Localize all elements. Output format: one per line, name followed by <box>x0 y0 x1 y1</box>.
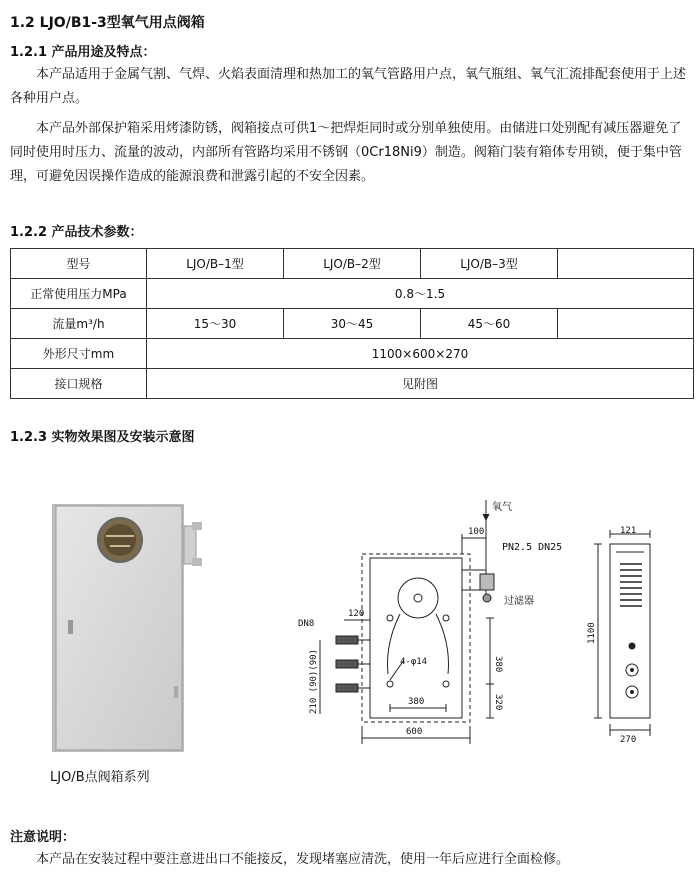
usage-paragraph-2: 本产品外部保护箱采用烤漆防锈，阀箱接点可供1～把焊炬同时或分别单独使用。由储进口处别配有减压器避免了同时使用时压力、流量的波动，内部所有管路均采用不锈钢（0Cr18Ni9）制造。阀箱门装有箱体专用锁，便于集中管理，可避免因误操作造成的能源浪费和泄露引起的不安全因素。 <box>10 121 682 184</box>
dim-320: 320 <box>493 694 503 711</box>
front-installation-drawing <box>290 494 580 748</box>
table-row <box>11 309 694 339</box>
dim-1100: 1100 <box>587 622 597 644</box>
side-elevation-drawing <box>587 524 692 745</box>
dim-380-vertical: 380 <box>493 656 503 673</box>
flow-value-3: 45～60 <box>421 309 558 339</box>
section-heading-usage: 1.2.1 产品用途及特点： <box>10 45 156 60</box>
pressure-value: 0.8～1.5 <box>147 279 694 309</box>
dim-121: 121 <box>620 526 637 536</box>
product-photo <box>40 496 230 761</box>
header-model-3: LJO/B–3型 <box>421 249 558 279</box>
left-dims: 210 (90)(90) <box>309 648 319 714</box>
notice-text: 本产品在安装过程中要注意进出口不能接反，发现堵塞应清洗，使用一年后应进行全面检修。 <box>36 852 570 867</box>
dim-120: 120 <box>348 609 365 619</box>
header-model-1: LJO/B–1型 <box>147 249 284 279</box>
size-label: 外形尺寸mm <box>11 339 147 369</box>
table-row <box>11 249 694 279</box>
header-model-2: LJO/B–2型 <box>284 249 421 279</box>
size-value: 1100×600×270 <box>147 339 694 369</box>
port-value: 见附图 <box>147 369 694 399</box>
dim-600: 600 <box>406 727 423 737</box>
dn8-label: DN8 <box>298 619 315 629</box>
section-heading-drawings: 1.2.3 实物效果图及安装示意图 <box>10 430 195 445</box>
header-model: 型号 <box>11 249 147 279</box>
port-label: 接口规格 <box>11 369 147 399</box>
filter-label: 过滤器 <box>504 596 534 607</box>
flow-value-1: 15～30 <box>147 309 284 339</box>
usage-paragraph-1: 本产品适用于金属气割、气焊、火焰表面清理和热加工的氧气管路用户点，氧气瓶组、氧气汇流排配套使用于上述各种用户点。 <box>10 67 687 106</box>
table-row <box>11 279 694 309</box>
pressure-label: 正常使用压力MPa <box>11 279 147 309</box>
hole-label: 4-φ14 <box>400 657 428 667</box>
table-row <box>11 369 694 399</box>
flow-value-2: 30～45 <box>284 309 421 339</box>
flow-label: 流量m³/h <box>11 309 147 339</box>
spec-table <box>10 248 694 399</box>
flow-value-empty <box>558 309 694 339</box>
section-heading-specs: 1.2.2 产品技术参数： <box>10 225 143 240</box>
oxygen-label: 氧气 <box>492 502 512 513</box>
pn-label: PN2.5 DN25 <box>502 542 563 553</box>
photo-caption: LJO/B点阀箱系列 <box>50 770 150 785</box>
dim-380-horizontal: 380 <box>408 697 425 707</box>
dim-270: 270 <box>620 735 637 745</box>
dim-100: 100 <box>468 527 485 537</box>
header-empty <box>558 249 694 279</box>
page-title: 1.2 LJO/B1-3型氧气用点阀箱 <box>10 15 205 31</box>
notice-heading: 注意说明： <box>10 830 76 845</box>
table-row <box>11 339 694 369</box>
